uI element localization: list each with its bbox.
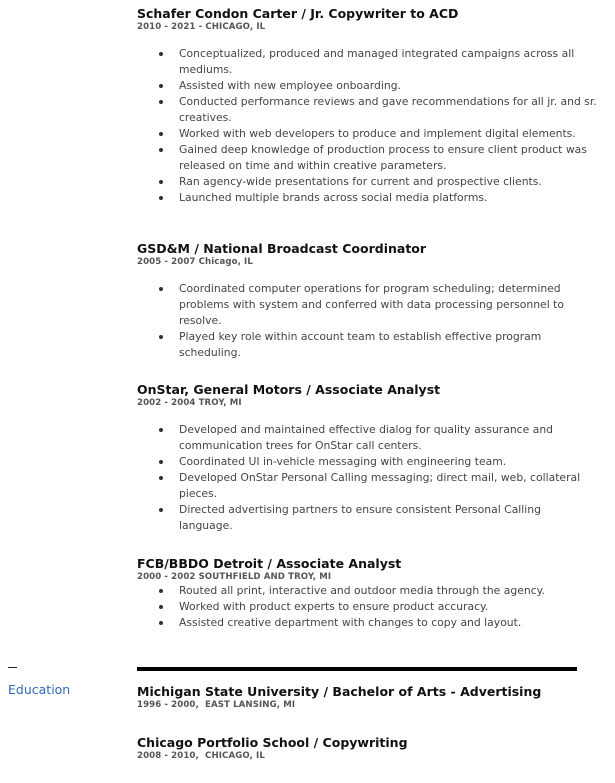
- job-entry: [137, 6, 597, 206]
- list-item: Assisted creative department with changes to copy and layout.: [137, 615, 597, 631]
- education-meta: 2008 - 2010, CHICAGO, IL: [137, 751, 265, 761]
- education-entry: [137, 684, 541, 711]
- job-entry: [137, 382, 597, 534]
- job-bullets: [137, 583, 597, 631]
- job-entry: [137, 556, 597, 631]
- list-item: Gained deep knowledge of production process to ensure client product was released on time and within creative parameters.: [137, 142, 597, 174]
- list-item: Developed OnStar Personal Calling messaging; direct mail, web, collateral pieces.: [137, 470, 597, 502]
- job-meta: 2005 - 2007 Chicago, IL: [137, 257, 253, 267]
- job-bullets: [137, 422, 597, 534]
- list-item: Conducted performance reviews and gave recommendations for all jr. and sr. creatives.: [137, 94, 597, 126]
- job-bullets: [137, 281, 597, 361]
- job-meta: 2000 - 2002 SOUTHFIELD AND TROY, MI: [137, 572, 332, 582]
- list-item: Launched multiple brands across social media platforms.: [137, 190, 597, 206]
- education-meta: 1996 - 2000, EAST LANSING, MI: [137, 700, 296, 710]
- job-title: GSD&M / National Broadcast Coordinator: [137, 241, 427, 256]
- job-entry: [137, 241, 597, 361]
- list-item: Directed advertising partners to ensure consistent Personal Calling language.: [137, 502, 597, 534]
- job-title: Schafer Condon Carter / Jr. Copywriter to ACD: [137, 6, 459, 21]
- list-item: Routed all print, interactive and outdoor media through the agency.: [137, 583, 597, 599]
- job-title: OnStar, General Motors / Associate Analyst: [137, 382, 441, 397]
- list-item: Assisted with new employee onboarding.: [137, 78, 597, 94]
- section-divider-dash: [8, 667, 17, 668]
- list-item: Played key role within account team to establish effective program scheduling.: [137, 329, 597, 361]
- list-item: Ran agency-wide presentations for current and prospective clients.: [137, 174, 597, 190]
- job-title: FCB/BBDO Detroit / Associate Analyst: [137, 556, 402, 571]
- section-rule: [137, 667, 577, 671]
- job-meta: 2002 - 2004 TROY, MI: [137, 398, 242, 408]
- education-title: Chicago Portfolio School / Copywriting: [137, 735, 408, 750]
- education-entry: [137, 735, 408, 762]
- job-bullets: [137, 46, 597, 206]
- list-item: Coordinated computer operations for program scheduling; determined problems with system and conferred with data processing personnel to resolve.: [137, 281, 597, 329]
- list-item: Conceptualized, produced and managed integrated campaigns across all mediums.: [137, 46, 597, 78]
- list-item: Worked with product experts to ensure product accuracy.: [137, 599, 597, 615]
- list-item: Worked with web developers to produce and implement digital elements.: [137, 126, 597, 142]
- list-item: Coordinated UI in-vehicle messaging with engineering team.: [137, 454, 597, 470]
- job-meta: 2010 - 2021 - CHICAGO, IL: [137, 22, 266, 32]
- education-section-label: Education: [8, 682, 71, 697]
- list-item: Developed and maintained effective dialog for quality assurance and communication trees for OnStar call centers.: [137, 422, 597, 454]
- education-title: Michigan State University / Bachelor of Arts - Advertising: [137, 684, 542, 699]
